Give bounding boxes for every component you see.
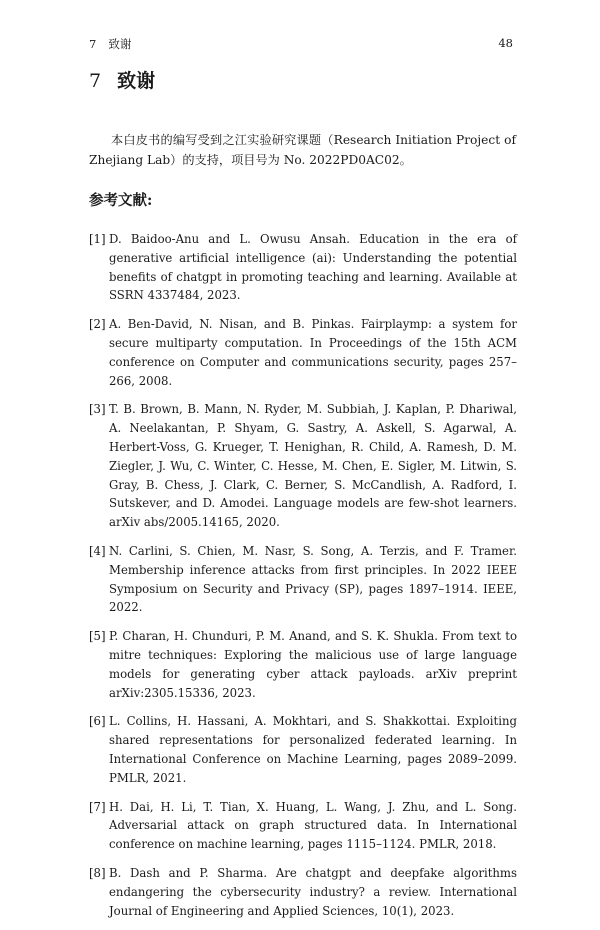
- page-number: 48: [498, 36, 513, 50]
- section-title: 致谢: [117, 70, 156, 92]
- reference-text: B. Dash and P. Sharma. Are chatgpt and deepfake algorithms endangering the cybersecurity industry? a review. International Journal of Engineering and Applied Sciences, 10(1), 2023.: [109, 865, 517, 918]
- section-number: 7: [89, 70, 102, 92]
- running-head: [89, 36, 513, 54]
- references-heading: 参考文献:: [89, 192, 153, 209]
- reference-item: [89, 315, 517, 390]
- reference-text: L. Collins, H. Hassani, A. Mokhtari, and S. Shakkottai. Exploiting shared representations for personalized federated learning. In International Conference on Machine Learning, pages 2089–2099. PMLR, 2021.: [109, 714, 517, 785]
- reference-number: [6]: [89, 714, 106, 729]
- reference-number: [4]: [89, 543, 106, 558]
- running-head-chapter-title: 致谢: [108, 37, 132, 51]
- reference-item: [89, 230, 517, 305]
- reference-item: [89, 627, 517, 702]
- reference-text: A. Ben-David, N. Nisan, and B. Pinkas. Fairplaymp: a system for secure multiparty computation. In Proceedings of the 15th ACM conference on Computer and communications security, pages 257–266, 2008.: [109, 317, 517, 388]
- reference-number: [8]: [89, 865, 106, 880]
- reference-list: [89, 230, 517, 930]
- reference-text: H. Dai, H. Li, T. Tian, X. Huang, L. Wang, J. Zhu, and L. Song. Adversarial attack on graph structured data. In International conference on machine learning, pages 1115–1124. PMLR, 2018.: [109, 799, 517, 852]
- reference-number: [7]: [89, 799, 106, 814]
- section-heading: [89, 66, 155, 93]
- reference-text: D. Baidoo-Anu and L. Owusu Ansah. Education in the era of generative artificial intelligence (ai): Understanding the potential benefits of chatgpt in promoting teaching and learning. Available at SSRN 4337484, 2023.: [109, 232, 517, 303]
- reference-item: [89, 542, 517, 617]
- reference-number: [2]: [89, 317, 106, 332]
- reference-number: [5]: [89, 629, 106, 644]
- reference-text: N. Carlini, S. Chien, M. Nasr, S. Song, A. Terzis, and F. Tramer. Membership inference attacks from first principles. In 2022 IEEE Symposium on Security and Privacy (SP), pages 1897–1914. IEEE, 2022.: [109, 543, 517, 615]
- reference-text: P. Charan, H. Chunduri, P. M. Anand, and S. K. Shukla. From text to mitre techniques: Exploring the malicious use of large language models for generating cyber attack payloads. arXiv preprint arXiv:2305.15336, 2023.: [109, 629, 517, 700]
- running-head-chapter-number: 7: [89, 37, 97, 51]
- reference-number: [3]: [89, 402, 106, 417]
- reference-text: T. B. Brown, B. Mann, N. Ryder, M. Subbiah, J. Kaplan, P. Dhariwal, A. Neelakantan, P. Shyam, G. Sastry, A. Askell, S. Agarwal, A. Herbert-Voss, G. Krueger, T. Henighan, R. Child, A. Ramesh, D. M. Ziegler, J. Wu, C. Winter, C. Hesse, M. Chen, E. Sigler, M. Litwin, S. Gray, B. Chess, J. Clark, C. Berner, S. McCandlish, A. Radford, I. Sutskever, and D. Amodei. Language models are few-shot learners. arXiv abs/2005.14165, 2020.: [109, 402, 517, 530]
- reference-number: [1]: [89, 232, 106, 246]
- reference-item: [89, 864, 517, 920]
- acknowledgment-paragraph: 本白皮书的编写受到之江实验研究课题（Research Initiation Project of Zhejiang Lab）的支持，项目号为 No. 2022PD0AC02。: [89, 133, 516, 168]
- reference-item: [89, 712, 517, 787]
- reference-item: [89, 798, 517, 854]
- reference-item: [89, 400, 517, 532]
- running-head-chapter: [89, 36, 131, 52]
